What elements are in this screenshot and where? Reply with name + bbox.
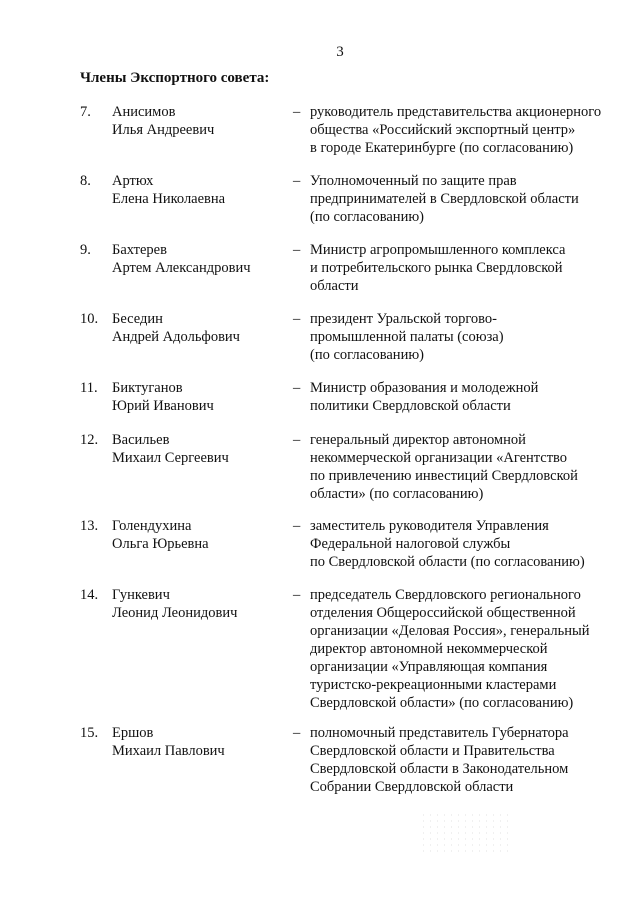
- position-line: области» (по согласованию): [310, 486, 484, 502]
- position-line: руководитель представительства акционерного: [310, 104, 602, 120]
- member-number: 9.: [80, 242, 91, 258]
- member-surname: Васильев: [112, 432, 170, 448]
- member-name: [112, 241, 287, 277]
- member-given-names: Михаил Павлович: [112, 743, 225, 759]
- position-line: Свердловской области» (по согласованию): [310, 695, 574, 711]
- dash-separator: –: [293, 242, 301, 258]
- position-line: организации «Деловая Россия», генеральный: [310, 623, 590, 639]
- dash-separator: –: [293, 380, 301, 396]
- section-heading: Члены Экспортного совета:: [80, 70, 270, 86]
- member-position: [310, 431, 610, 503]
- member-number: 15.: [80, 725, 99, 741]
- member-given-names: Ольга Юрьевна: [112, 536, 209, 552]
- position-line: (по согласованию): [310, 209, 424, 225]
- position-line: полномочный представитель Губернатора: [310, 725, 569, 741]
- position-line: Собрании Свердловской области: [310, 779, 514, 795]
- member-name: [112, 379, 287, 415]
- member-surname: Гункевич: [112, 587, 170, 603]
- position-line: политики Свердловской области: [310, 398, 511, 414]
- member-position: [310, 103, 610, 157]
- dash-separator: –: [293, 104, 301, 120]
- position-line: Министр образования и молодежной: [310, 380, 539, 396]
- position-line: Уполномоченный по защите прав: [310, 173, 517, 189]
- member-surname: Бахтерев: [112, 242, 167, 258]
- position-line: предпринимателей в Свердловской области: [310, 191, 579, 207]
- dash-separator: –: [293, 518, 301, 534]
- member-number: 12.: [80, 432, 99, 448]
- member-number: 13.: [80, 518, 99, 534]
- dash-separator: –: [293, 725, 301, 741]
- member-name: [112, 431, 287, 467]
- member-name: [112, 724, 287, 760]
- member-surname: Артюх: [112, 173, 154, 189]
- member-position: [310, 724, 610, 796]
- member-position: [310, 586, 610, 712]
- position-line: Министр агропромышленного комплекса: [310, 242, 566, 258]
- member-position: [310, 172, 610, 226]
- position-line: заместитель руководителя Управления: [310, 518, 549, 534]
- member-number: 11.: [80, 380, 98, 396]
- position-line: Свердловской области и Правительства: [310, 743, 555, 759]
- position-line: в городе Екатеринбурге (по согласованию): [310, 140, 574, 156]
- position-line: (по согласованию): [310, 347, 424, 363]
- member-surname: Анисимов: [112, 104, 176, 120]
- dash-separator: –: [293, 173, 301, 189]
- member-position: [310, 379, 610, 415]
- member-number: 8.: [80, 173, 91, 189]
- position-line: общества «Российский экспортный центр»: [310, 122, 576, 138]
- member-number: 14.: [80, 587, 99, 603]
- member-given-names: Юрий Иванович: [112, 398, 214, 414]
- position-line: отделения Общероссийской общественной: [310, 605, 576, 621]
- member-given-names: Елена Николаевна: [112, 191, 226, 207]
- dash-separator: –: [293, 587, 301, 603]
- member-name: [112, 517, 287, 553]
- member-position: [310, 517, 610, 571]
- member-given-names: Михаил Сергеевич: [112, 450, 229, 466]
- member-name: [112, 586, 287, 622]
- member-number: 7.: [80, 104, 91, 120]
- position-line: и потребительского рынка Свердловской: [310, 260, 563, 276]
- dash-separator: –: [293, 311, 301, 327]
- dash-separator: –: [293, 432, 301, 448]
- member-given-names: Андрей Адольфович: [112, 329, 240, 345]
- member-surname: Ершов: [112, 725, 154, 741]
- position-line: организации «Управляющая компания: [310, 659, 548, 675]
- member-surname: Биктуганов: [112, 380, 183, 396]
- member-surname: Беседин: [112, 311, 163, 327]
- member-given-names: Леонид Леонидович: [112, 605, 238, 621]
- member-position: [310, 310, 610, 364]
- page-number: 3: [336, 44, 344, 60]
- member-name: [112, 172, 287, 208]
- member-number: 10.: [80, 311, 99, 327]
- position-line: директор автономной некоммерческой: [310, 641, 548, 657]
- member-surname: Голендухина: [112, 518, 192, 534]
- position-line: области: [310, 278, 359, 294]
- position-line: генеральный директор автономной: [310, 432, 526, 448]
- member-given-names: Илья Андреевич: [112, 122, 215, 138]
- position-line: президент Уральской торгово-: [310, 311, 497, 327]
- position-line: некоммерческой организации «Агентство: [310, 450, 568, 466]
- member-given-names: Артем Александрович: [112, 260, 251, 276]
- position-line: по Свердловской области (по согласованию): [310, 554, 585, 570]
- member-name: [112, 103, 287, 139]
- position-line: туристско-рекреационными кластерами: [310, 677, 557, 693]
- position-line: председатель Свердловского регионального: [310, 587, 581, 603]
- position-line: Федеральной налоговой службы: [310, 536, 511, 552]
- scan-noise: [420, 812, 510, 852]
- member-name: [112, 310, 287, 346]
- member-position: [310, 241, 610, 295]
- position-line: Свердловской области в Законодательном: [310, 761, 569, 777]
- position-line: промышленной палаты (союза): [310, 329, 504, 345]
- position-line: по привлечению инвестиций Свердловской: [310, 468, 578, 484]
